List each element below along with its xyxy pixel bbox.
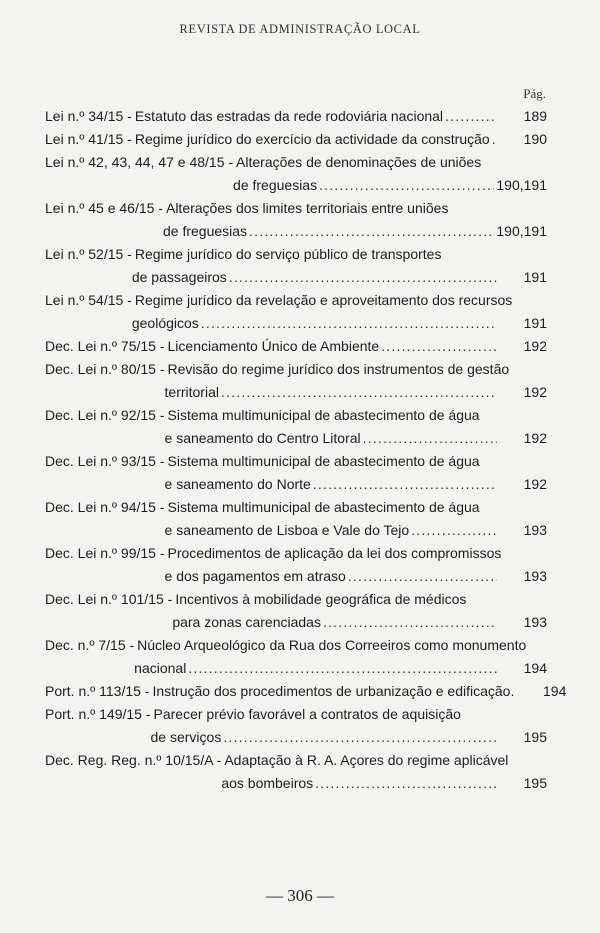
dot-leader (315, 772, 497, 795)
dot-leader (201, 312, 497, 335)
dot-leader (319, 174, 494, 197)
toc-entry-reference: Dec. n.º 7/15 - (45, 637, 135, 653)
toc-line (45, 335, 547, 358)
toc-page-number: 195 (523, 775, 547, 791)
toc-entry-title: de serviços (150, 729, 222, 745)
toc-entry-title: de freguesias (233, 177, 318, 193)
toc-line (45, 588, 547, 611)
toc-entry (45, 450, 547, 496)
toc-entry-title: nacional (134, 660, 187, 676)
toc-entry (45, 749, 547, 795)
toc-entry-title: Regime jurídico do exercício da actividade da construção (134, 131, 490, 147)
toc-entry (45, 289, 547, 335)
dot-leader (221, 381, 497, 404)
toc-page-number: 194 (523, 660, 547, 676)
toc-line (45, 703, 547, 726)
toc-entry-title: Licenciamento Único de Ambiente (167, 338, 380, 354)
toc-line (45, 427, 547, 450)
toc-entry (45, 588, 547, 634)
toc-line (45, 634, 547, 657)
toc-entry-title: Alterações de denominações de uniões (236, 154, 482, 170)
toc-line (45, 312, 547, 335)
dot-leader (492, 128, 497, 151)
toc-entry-title: Parecer prévio favorável a contratos de aquisição (153, 706, 461, 722)
toc-line (45, 680, 567, 703)
toc-entry-reference: Dec. Lei n.º 80/15 - (45, 361, 165, 377)
toc-entry-title: Adaptação à R. A. Açores do regime aplicável (224, 752, 509, 768)
toc-page-number: 193 (523, 568, 547, 584)
toc-entry (45, 404, 547, 450)
toc-entry-title: Estatuto das estradas da rede rodoviária nacional (134, 108, 444, 124)
toc-line (45, 772, 547, 795)
toc-line (45, 289, 547, 312)
toc-entry-reference: Dec. Reg. Reg. n.º 10/15/A - (45, 752, 222, 768)
toc-line (45, 749, 547, 772)
toc-entry-reference: Port. n.º 113/15 - (45, 683, 150, 699)
toc-entry-title: Instrução dos procedimentos de urbanização e edificação. (152, 683, 515, 699)
dot-leader (223, 726, 497, 749)
toc-page-number: 193 (523, 614, 547, 630)
toc-entry-title: territorial (164, 384, 219, 400)
toc-line (45, 726, 547, 749)
running-header: REVISTA DE ADMINISTRAÇÃO LOCAL (179, 22, 421, 36)
toc-line (45, 197, 547, 220)
toc-page-number: 191 (523, 269, 547, 285)
toc-line (45, 243, 547, 266)
toc-entry-reference: Lei n.º 45 e 46/15 - (45, 200, 163, 216)
toc-page-number: 189 (523, 108, 547, 124)
dot-leader (348, 565, 497, 588)
toc-entry-reference: Dec. Lei n.º 101/15 - (45, 591, 173, 607)
toc-entry-reference: Dec. Lei n.º 93/15 - (45, 453, 165, 469)
page-number: — 306 — (266, 886, 334, 905)
toc-entry-title: Revisão do regime jurídico dos instrumentos de gestão (167, 361, 510, 377)
toc-entry-reference: Lei n.º 52/15 - (45, 246, 132, 262)
toc-page-number: 195 (523, 729, 547, 745)
toc-line (45, 611, 547, 634)
toc-entry-title: Procedimentos de aplicação da lei dos compromissos (167, 545, 502, 561)
toc-entry-title: Regime jurídico da revelação e aproveitamento dos recursos (134, 292, 513, 308)
toc-entry-title: Sistema multimunicipal de abastecimento de água (167, 407, 480, 423)
toc-line (45, 519, 547, 542)
toc-entry-reference: Port. n.º 149/15 - (45, 706, 151, 722)
dot-leader (229, 266, 497, 289)
toc-entry-reference: Dec. Lei n.º 75/15 - (45, 338, 165, 354)
dot-leader (313, 473, 497, 496)
dot-leader (188, 657, 497, 680)
toc-page-number: 190,191 (496, 223, 547, 239)
toc-entry (45, 243, 547, 289)
toc-entry-title: de freguesias (162, 223, 248, 239)
toc-entry (45, 128, 547, 151)
toc-entry-title: de passageiros (131, 269, 227, 285)
toc-page-number: 190,191 (496, 177, 547, 193)
dot-leader (445, 105, 497, 128)
toc-line (45, 450, 547, 473)
toc-page-number: 192 (523, 338, 547, 354)
toc-line (45, 151, 547, 174)
toc-line (45, 266, 547, 289)
toc-page-number: 191 (523, 315, 547, 331)
toc-page-number: 193 (523, 522, 547, 538)
toc-page-number: 192 (523, 430, 547, 446)
toc-line (45, 128, 547, 151)
toc-line (45, 404, 547, 427)
toc-entry-title: aos bombeiros (221, 775, 314, 791)
toc-entry-title: geológicos (131, 315, 199, 331)
toc-entry-title: e dos pagamentos em atraso (164, 568, 346, 584)
toc-entry (45, 703, 547, 749)
toc-line (45, 220, 547, 243)
table-of-contents (45, 105, 567, 795)
toc-entry-reference: Dec. Lei n.º 94/15 - (45, 499, 165, 515)
toc-entry-title: e saneamento de Lisboa e Vale do Tejo (164, 522, 410, 538)
toc-line (45, 496, 547, 519)
toc-entry (45, 542, 547, 588)
page-column-label: Pág. (523, 86, 546, 101)
toc-entry (45, 105, 547, 128)
toc-entry-title: Alterações dos limites territoriais entre uniões (165, 200, 449, 216)
toc-entry-title: e saneamento do Centro Litoral (164, 430, 361, 446)
toc-entry (45, 496, 547, 542)
dot-leader (363, 427, 497, 450)
toc-entry-title: Núcleo Arqueológico da Rua dos Correeiros como monumento (137, 637, 527, 653)
toc-entry (45, 358, 547, 404)
dot-leader (323, 611, 497, 634)
toc-entry-reference: Lei n.º 34/15 - (45, 108, 132, 124)
toc-page-number: 190 (523, 131, 547, 147)
toc-page-number: 194 (543, 683, 567, 699)
toc-entry-title: Sistema multimunicipal de abastecimento de água (167, 453, 480, 469)
toc-entry-title: Regime jurídico do serviço público de transportes (134, 246, 442, 262)
toc-page-number: 192 (523, 384, 547, 400)
dot-leader (381, 335, 497, 358)
toc-entry (45, 197, 547, 243)
toc-line (45, 381, 547, 404)
toc-page-number: 192 (523, 476, 547, 492)
toc-entry (45, 680, 567, 703)
toc-entry (45, 634, 547, 680)
toc-entry-reference: Lei n.º 42, 43, 44, 47 e 48/15 - (45, 154, 234, 170)
toc-entry-reference: Dec. Lei n.º 99/15 - (45, 545, 165, 561)
toc-line (45, 358, 547, 381)
toc-entry-reference: Lei n.º 54/15 - (45, 292, 132, 308)
dot-leader (411, 519, 497, 542)
toc-entry-reference: Lei n.º 41/15 - (45, 131, 132, 147)
toc-line (45, 657, 547, 680)
toc-entry-title: para zonas carenciadas (172, 614, 321, 630)
toc-entry-reference: Dec. Lei n.º 92/15 - (45, 407, 165, 423)
toc-line (45, 105, 547, 128)
toc-entry-title: Incentivos à mobilidade geográfica de médicos (175, 591, 467, 607)
toc-entry (45, 335, 547, 358)
toc-entry (45, 151, 547, 197)
toc-entry-title: Sistema multimunicipal de abastecimento de água (167, 499, 480, 515)
toc-line (45, 565, 547, 588)
dot-leader (249, 220, 494, 243)
toc-entry-title: e saneamento do Norte (164, 476, 311, 492)
toc-line (45, 473, 547, 496)
toc-line (45, 174, 547, 197)
toc-line (45, 542, 547, 565)
